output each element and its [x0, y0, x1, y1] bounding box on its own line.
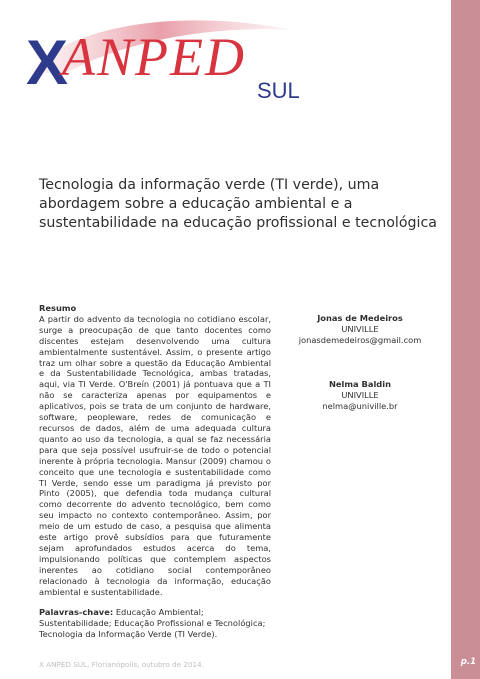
conference-logo [24, 10, 299, 105]
logo-sul: SUL [257, 78, 300, 103]
page-number: p.1 [460, 657, 476, 667]
logo-x: X [26, 28, 69, 98]
keywords-label: Palavras-chave: [39, 607, 114, 618]
abstract-section [39, 303, 271, 640]
article-title: Tecnologia da informação verde (TI verde), uma abordagem sobre a educação ambiental e a sustentabilidade na educação profissional e tecnológica [39, 177, 437, 231]
logo-anped: ANPED [62, 27, 246, 87]
author-email: nelma@univille.br [322, 401, 398, 411]
author-institution: UNIVILLE [341, 390, 379, 400]
abstract-text: A partir do advento da tecnologia no cotidiano escolar, surge a preocupação de que tanto docentes como discentes estejam desenvolvendo uma cultura ambientalmente sustentável. Assim, o presente artigo traz um olhar sobre a questão da Educação Ambiental e da Sustentabilidade Tecnológica, ambas tratadas, aqui, via TI Verde. O'Breín (2001) já pontuava que a TI não se caracteriza apenas por equipamentos e aplicativos, pois se trata de um conjunto de hardware, software, peopleware, redes de comunicação e recursos de dados, além de uma adequada cultura quanto ao uso da tecnologia, a qual se faz necessária para que seja possível usufruir-se de todo o potencial inerente à própria tecnologia. Mansur (2009) chamou o conceito que une tecnologia e sustentabilidade como TI Verde, sendo esse um paradigma já previsto por Pinto (2005), que defendia toda mudança cultural como decorrente do advento tecnológico, bem como seu impacto no contexto contemporâneo. Assim, por meio de um estudo de caso, a pesquisa que alimenta este artigo provê subsídios para que futuramente sejam aprofundados estudos acerca do tema, impulsionando políticas que contemplem aspectos inerentes ao cotidiano social contemporâneo relacionado à tecnologia da informação, educação ambiental e sustentabilidade. [39, 313, 271, 597]
author-institution: UNIVILLE [341, 324, 379, 334]
keywords [39, 607, 271, 640]
side-color-strip [451, 0, 480, 679]
author-name: Nelma Baldin [328, 379, 391, 389]
keywords-text: Educação Ambiental; Sustentabilidade; Educação Profissional e Tecnológica; Tecnologia da Informação Verde (TI Verde). [39, 607, 266, 640]
author-block [285, 313, 435, 346]
author-block [285, 379, 435, 412]
abstract-heading: Resumo [39, 303, 77, 313]
author-email: jonasdemedeiros@gmail.com [298, 335, 422, 345]
author-name: Jonas de Medeiros [317, 313, 403, 323]
page-footer: X ANPED SUL, Florianópolis, outubro de 2014. [39, 660, 204, 669]
